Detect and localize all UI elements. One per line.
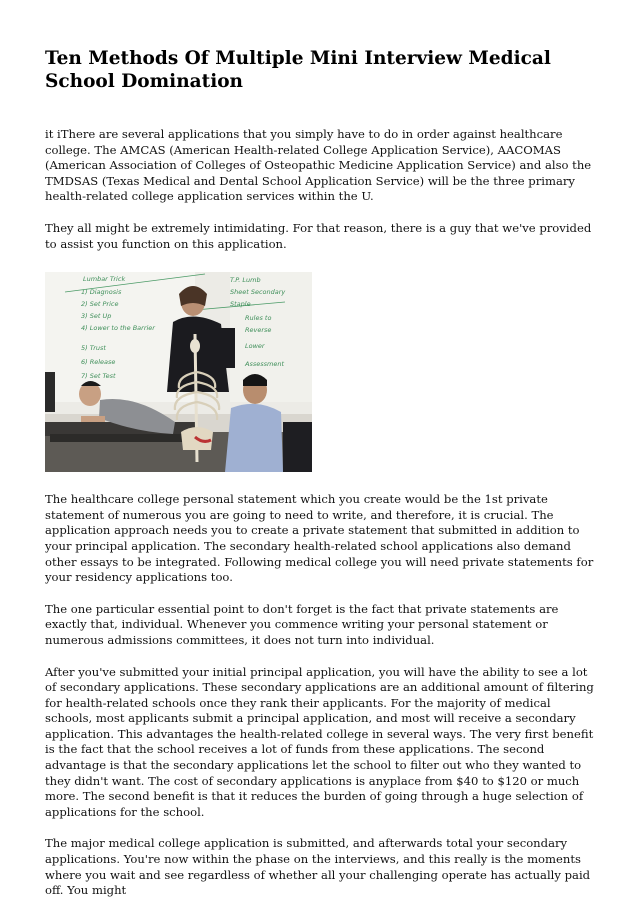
whiteboard-line: Assessment [245,360,284,369]
whiteboard-line: Sheet Secondary [230,288,286,297]
whiteboard-line: 7) Set Test [81,372,116,381]
article-title: Ten Methods Of Multiple Mini Interview Medical School Domination [45,48,551,92]
paragraph-5: After you've submitted your initial principal application, you will have the ability to see a lot of secondary applications. These secondary applications are an additional amount of filtering for health-related schools once they rank their applicants. For the majority of medical schools, most applicants submit a principal application, and most will receive a secondary application. This advantages the health-related college in several ways. The very first benefit is the fact that the school receives a lot of funds from these applications. The second advantage is that the secondary applications let the school to filter out who they wanted to they didn't want. The cost of secondary applications is anyplace from $40 to $120 or much more. The second benefit is that it reduces the burden of going through a huge selection of applications for the school. [45,664,594,819]
whiteboard-line: Staple [230,300,251,309]
paragraph-2: They all might be extremely intimidating. For that reason, there is a guy that we've provided to assist you function on this application. [45,220,592,251]
classroom-photo [45,272,312,472]
whiteboard-line: Lumbar Trick [83,275,126,284]
whiteboard-line: 5) Trust [81,344,106,353]
whiteboard-line: Rules to [245,314,272,323]
whiteboard-line: 3) Set Up [81,312,112,321]
article [45,47,595,915]
whiteboard-line: 6) Release [81,358,116,367]
classroom-photo-illustration [45,272,312,472]
whiteboard-line: Reverse [245,326,272,335]
whiteboard-line: Lower [245,342,265,351]
whiteboard-line: T.P. Lumb [230,276,261,285]
paragraph-6: The major medical college application is submitted, and afterwards total your secondary applications. You're now within the phase on the interviews, and this really is the moments where you wait and see regardless of whether all your challenging operate has actually paid off. You might [45,836,591,898]
paragraph-1: it iThere are several applications that you simply have to do in order against healthcare college. The AMCAS (American Health-related College Application Service), AACOMAS (American Association of Colleges of Osteopathic Medicine Application Service) and also the TMDSAS (Texas Medical and Dental School Application Service) will be the three primary health-related college application services within the U. [45,127,592,204]
whiteboard-line: 2) Set Price [81,300,119,309]
whiteboard-line: 1) Diagnosis [81,288,122,297]
whiteboard-line: 4) Lower to the Barrier [81,324,155,333]
paragraph-4: The one particular essential point to don't forget is the fact that private statements are exactly that, individual. Whenever you commence writing your personal statement or numerous admissions committees, it does not turn into individual. [45,601,559,647]
paragraph-3: The healthcare college personal statement which you create would be the 1st private statement of numerous you are going to need to write, and therefore, it is crucial. The application approach needs you to create a private statement that submitted in addition to your principal application. The secondary health-related school applications also demand other essays to be integrated. Following medical college you will need private statements for your residency applications too. [45,492,594,585]
